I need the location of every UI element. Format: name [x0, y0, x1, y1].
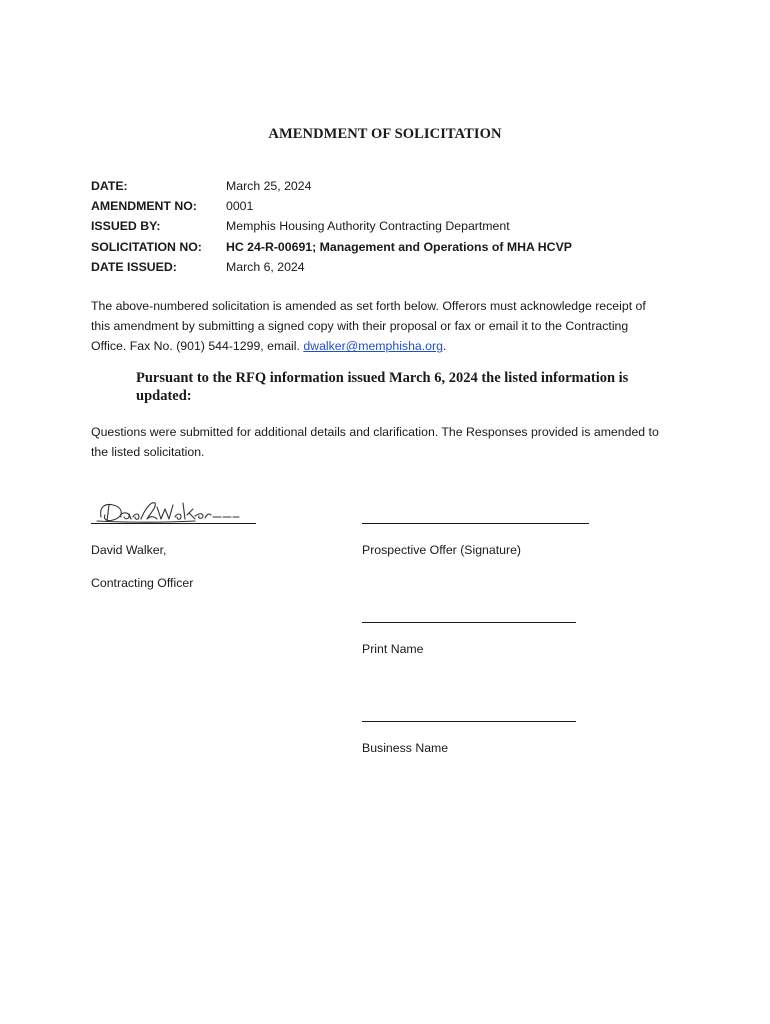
- print-name-line[interactable]: [362, 622, 576, 623]
- field-label: ISSUED BY:: [91, 219, 161, 234]
- officer-signature-line: [91, 523, 256, 524]
- field-value: Memphis Housing Authority Contracting Department: [226, 219, 510, 234]
- field-label: DATE:: [91, 179, 128, 194]
- officer-title: Contracting Officer: [91, 576, 194, 590]
- field-label: SOLICITATION NO:: [91, 239, 202, 254]
- intro-line: this amendment by submitting a signed copy with their proposal or fax or email it to the Contracting: [91, 319, 629, 334]
- intro-paragraph: [91, 296, 691, 357]
- print-name-label: Print Name: [362, 642, 424, 656]
- questions-line: Questions were submitted for additional details and clarification. The Responses provided is amended to: [91, 425, 659, 439]
- business-name-line[interactable]: [362, 721, 576, 722]
- field-row-solicitation-no: [91, 237, 572, 257]
- field-label: DATE ISSUED:: [91, 259, 177, 274]
- offeror-signature-label: Prospective Offer (Signature): [362, 543, 522, 557]
- offeror-signature-line[interactable]: [362, 523, 589, 524]
- field-row-date-issued: [91, 257, 572, 277]
- officer-name: David Walker,: [91, 543, 167, 557]
- header-fields: [91, 176, 572, 277]
- email-link[interactable]: dwalker@memphisha.org: [303, 339, 443, 354]
- questions-line: the listed solicitation.: [91, 445, 205, 460]
- intro-line: [91, 336, 691, 356]
- field-row-date: [91, 176, 572, 196]
- document-title: AMENDMENT OF SOLICITATION: [268, 126, 502, 142]
- questions-paragraph: [91, 422, 691, 462]
- field-label: AMENDMENT NO:: [91, 199, 197, 214]
- field-value: March 25, 2024: [226, 179, 312, 194]
- intro-line-text: Office. Fax No. (901) 544-1299, email.: [91, 339, 304, 354]
- field-value: March 6, 2024: [226, 259, 305, 274]
- business-name-label: Business Name: [362, 741, 449, 755]
- field-value: 0001: [226, 199, 254, 214]
- intro-line-end: .: [442, 339, 447, 354]
- intro-line: The above-numbered solicitation is amended as set forth below. Offerors must acknowledge receipt of: [91, 299, 646, 313]
- field-value: HC 24-R-00691; Management and Operations of MHA HCVP: [226, 239, 572, 254]
- field-row-amendment-no: [91, 196, 572, 216]
- field-row-issued-by: [91, 216, 572, 236]
- update-heading: Pursuant to the RFQ information issued March 6, 2024 the listed information is updated:: [136, 370, 629, 404]
